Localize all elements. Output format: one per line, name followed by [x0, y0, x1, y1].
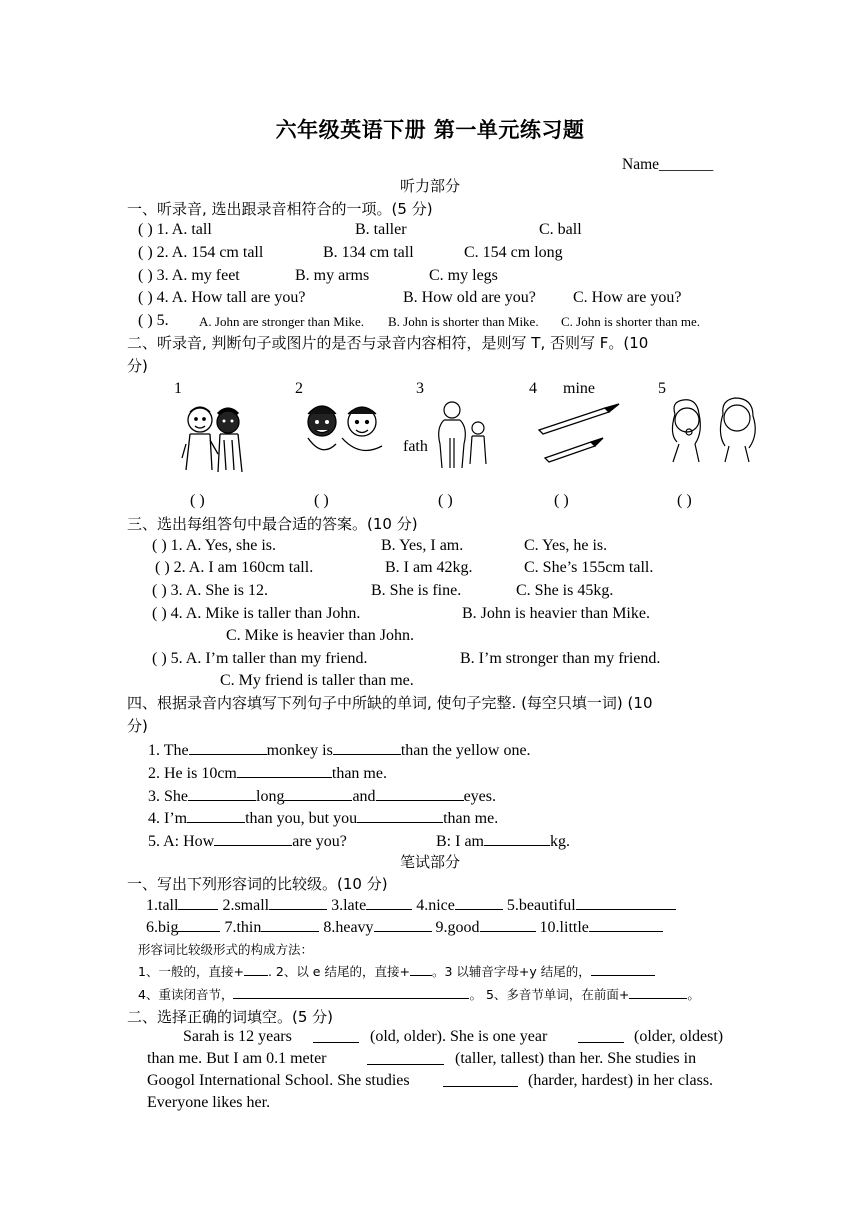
w2-blank-4[interactable]: [443, 1072, 518, 1087]
w1-good: 9.good: [435, 919, 480, 936]
two-boys-picture-1: [180, 400, 250, 476]
part1-heading: 一、听录音, 选出跟录音相符合的一项。(5 分): [127, 200, 433, 218]
p4-s3-blank3[interactable]: [376, 786, 464, 801]
w2-text-7: (harder, hardest) in her class.: [528, 1072, 714, 1089]
rule1-blank3[interactable]: [591, 963, 655, 976]
rule2-c: 。: [687, 987, 700, 1002]
answer-box-5[interactable]: ( ): [677, 492, 692, 509]
picture-number-1: 1: [174, 380, 182, 397]
w1-thin: 7.thin: [224, 919, 262, 936]
w1-blank-tall[interactable]: [178, 895, 218, 910]
writing1-row1: [146, 895, 676, 915]
rule1-c: 。3 以辅音字母+y 结尾的，: [431, 964, 591, 979]
p4-sentence-2: [148, 763, 387, 783]
p3-item5-a: ( ) 5. A. I’m taller than my friend.: [152, 650, 368, 667]
p1-item5-a: A. John are stronger than Mike.: [199, 314, 364, 329]
p3-item2-c: C. She’s 155cm tall.: [524, 559, 654, 576]
rule-line-1: [138, 962, 655, 980]
p1-item2-c: C. 154 cm long: [464, 244, 563, 261]
part2-heading: 二、听录音, 判断句子或图片的是否与录音内容相符，是则写 T, 否则写 F。(10: [127, 334, 649, 352]
p1-item2-a: ( ) 2. A. 154 cm tall: [138, 244, 264, 261]
part4-heading: 四、根据录音内容填写下列句子中所缺的单词, 使句子完整. (每空只填一词) (10: [127, 694, 653, 712]
p4-s1-blank1[interactable]: [189, 740, 267, 755]
writing1-row2: [146, 917, 663, 937]
w1-blank-late[interactable]: [366, 895, 412, 910]
w2-blank-1[interactable]: [313, 1028, 359, 1043]
w2-line1-a: [183, 1028, 292, 1046]
p4-sentence-3: [148, 786, 496, 806]
picture-number-2: 2: [295, 380, 303, 397]
w2-text-3: (older, oldest): [634, 1028, 724, 1045]
p1-item3-c: C. my legs: [429, 267, 498, 284]
rule2-b: 。 5、多音节单词，在前面+: [469, 987, 630, 1002]
w1-blank-good[interactable]: [480, 917, 536, 932]
rule2-a: 4、重读闭音节，: [138, 987, 234, 1002]
w2-text-4: than me. But I am 0.1 meter: [147, 1050, 327, 1067]
p4-s4-part2: than you, but you: [245, 810, 358, 827]
p4-s4-blank1[interactable]: [187, 808, 245, 823]
father-child-picture-3: [400, 398, 495, 470]
w2-text-5: (taller, tallest) than her. She studies in: [455, 1050, 697, 1067]
p4-sentence-4: [148, 808, 498, 828]
p1-item1-b: B. taller: [355, 221, 407, 238]
w1-tall: 1.tall: [146, 897, 179, 914]
p1-item3-b: B. my arms: [295, 267, 370, 284]
p1-item5-c: C. John is shorter than me.: [561, 314, 701, 329]
rule1-blank1[interactable]: [244, 963, 268, 976]
w2-text-6: Googol International School. She studies: [147, 1072, 410, 1089]
p1-item4-a: ( ) 4. A. How tall are you?: [138, 289, 306, 306]
writing-section-header: 笔试部分: [399, 853, 460, 871]
p1-item5-b: B. John is shorter than Mike.: [388, 314, 539, 329]
p4-s3-blank2[interactable]: [284, 786, 352, 801]
p3-item2-a: ( ) 2. A. I am 160cm tall.: [155, 559, 314, 576]
answer-box-4[interactable]: ( ): [554, 492, 569, 509]
p4-sentence-5b: [436, 831, 570, 851]
w2-text-2: (old, older). She is one year: [370, 1028, 548, 1045]
w1-heavy: 8.heavy: [323, 919, 374, 936]
writing2-heading: 二、选择正确的词填空。(5 分): [127, 1008, 334, 1026]
p3-item2-b: B. I am 42kg.: [385, 559, 473, 576]
w1-big: 6.big: [146, 919, 179, 936]
p4-s3-part2: long: [256, 788, 285, 805]
part2-heading-cont: 分): [127, 357, 148, 375]
p4-s5-blank2[interactable]: [484, 831, 550, 846]
w1-little: 10.little: [539, 919, 589, 936]
picture-number-3: 3: [416, 380, 424, 397]
w2-text-1: Sarah is 12 years: [183, 1028, 292, 1045]
p1-item2-b: B. 134 cm tall: [323, 244, 414, 261]
part3-heading: 三、选出每组答句中最合适的答案。(10 分): [127, 515, 418, 533]
mine-label: mine: [563, 380, 595, 397]
answer-box-2[interactable]: ( ): [314, 492, 329, 509]
writing1-heading: 一、写出下列形容词的比较级。(10 分): [127, 875, 388, 893]
p4-s3-blank1[interactable]: [188, 786, 256, 801]
w2-blank-2[interactable]: [578, 1028, 624, 1043]
rule1-a: 1、一般的，直接+: [138, 964, 244, 979]
answer-box-3[interactable]: ( ): [438, 492, 453, 509]
answer-box-1[interactable]: ( ): [190, 492, 205, 509]
w1-blank-beautiful[interactable]: [576, 895, 676, 910]
name-field-label: Name_______: [622, 156, 714, 173]
rule-title: 形容词比较级形式的构成方法：: [138, 942, 314, 957]
p4-s5-part4: kg.: [550, 833, 570, 850]
p4-s5-blank1[interactable]: [214, 831, 292, 846]
w1-blank-little[interactable]: [589, 917, 663, 932]
p4-s1-part2: monkey is: [266, 742, 333, 759]
page-title: 六年级英语下册 第一单元练习题: [275, 118, 585, 142]
w1-blank-thin[interactable]: [261, 917, 319, 932]
p3-item1-b: B. Yes, I am.: [381, 537, 464, 554]
rule2-blank2[interactable]: [629, 986, 687, 999]
p4-s4-part1: 4. I’m: [148, 810, 188, 827]
part4-heading-cont: 分): [127, 717, 148, 735]
two-pencils-picture-4: [535, 400, 625, 466]
p4-s2-part1: 2. He is 10cm: [148, 765, 237, 782]
p3-item5-b: B. I’m stronger than my friend.: [460, 650, 661, 667]
father-label: fath: [403, 438, 428, 455]
p4-s5-part1: 5. A: How: [148, 833, 215, 850]
w1-nice: 4.nice: [416, 897, 455, 914]
p4-s5-part3: B: I am: [436, 833, 484, 850]
rule1-blank2[interactable]: [410, 963, 432, 976]
p3-item3-c: C. She is 45kg.: [516, 582, 614, 599]
p3-item4-a: ( ) 4. A. Mike is taller than John.: [152, 605, 361, 622]
picture-number-5: 5: [658, 380, 666, 397]
p3-item1-c: C. Yes, he is.: [524, 537, 608, 554]
p1-item4-b: B. How old are you?: [403, 289, 536, 306]
p1-item3-a: ( ) 3. A. my feet: [138, 267, 240, 284]
w2-blank-3[interactable]: [367, 1050, 444, 1065]
p4-s3-part3: and: [352, 788, 376, 805]
p1-item1-a: ( ) 1. A. tall: [138, 221, 212, 238]
w1-blank-nice[interactable]: [455, 895, 503, 910]
two-girls-picture-5: [665, 394, 765, 464]
p3-item5-c: C. My friend is taller than me.: [220, 672, 414, 689]
w1-beautiful: 5.beautiful: [506, 897, 576, 914]
listening-section-header: 听力部分: [399, 177, 460, 195]
p4-s5-part2: are you?: [292, 833, 347, 850]
w1-blank-big[interactable]: [178, 917, 220, 932]
p4-sentence-5a: [148, 831, 347, 851]
p3-item1-a: ( ) 1. A. Yes, she is.: [152, 537, 277, 554]
p1-item5-num: ( ) 5.: [138, 312, 169, 329]
p4-sentence-1: [148, 740, 531, 760]
p4-s4-part3: than me.: [443, 810, 499, 827]
p4-s2-part2: than me.: [331, 765, 387, 782]
p3-item3-a: ( ) 3. A. She is 12.: [152, 582, 268, 599]
w1-blank-heavy[interactable]: [374, 917, 432, 932]
w1-small: 2.small: [222, 897, 270, 914]
p4-s1-part3: than the yellow one.: [400, 742, 531, 759]
p4-s2-blank1[interactable]: [237, 763, 332, 778]
rule1-b: . 2、以 e 结尾的，直接+: [267, 964, 410, 979]
p4-s3-part4: eyes.: [463, 788, 496, 805]
p4-s3-part1: 3. She: [148, 788, 188, 805]
p1-item4-c: C. How are you?: [573, 289, 682, 306]
w1-blank-small[interactable]: [269, 895, 327, 910]
two-boys-picture-2: [300, 400, 390, 460]
p4-s1-blank2[interactable]: [333, 740, 401, 755]
p3-item4-c: C. Mike is heavier than John.: [226, 627, 414, 644]
p3-item3-b: B. She is fine.: [371, 582, 462, 599]
p4-s1-part1: 1. The: [148, 742, 189, 759]
rule-line-2: [138, 985, 700, 1003]
w1-late: 3.late: [331, 897, 367, 914]
rule2-blank1[interactable]: [233, 986, 469, 999]
picture-number-4: 4: [529, 380, 537, 397]
p3-item4-b: B. John is heavier than Mike.: [462, 605, 650, 622]
p4-s4-blank2[interactable]: [357, 808, 443, 823]
p1-item1-c: C. ball: [539, 221, 582, 238]
w2-text-8: Everyone likes her.: [147, 1094, 271, 1111]
